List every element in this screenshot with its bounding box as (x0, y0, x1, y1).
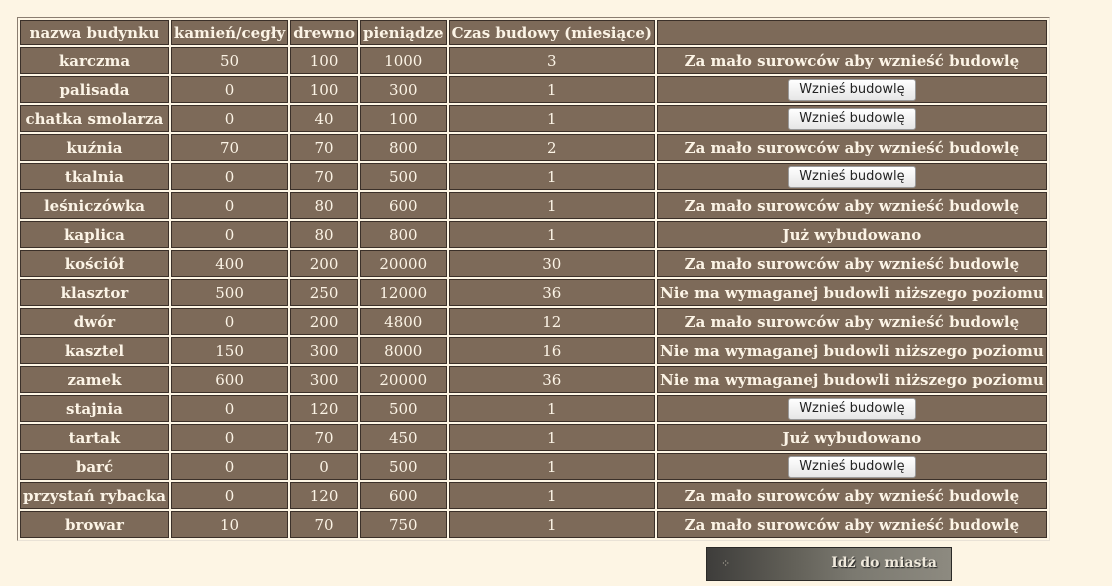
wood-cost-cell: 300 (290, 366, 358, 393)
stone-cost-cell: 70 (171, 134, 288, 161)
table-row (20, 76, 1047, 103)
building-name-cell: karczma (20, 47, 169, 74)
status-cell: Nie ma wymaganej budowli niższego poziomu (657, 366, 1047, 393)
build-time-cell: 1 (449, 424, 655, 451)
building-name-cell: przystań rybacka (20, 482, 169, 509)
money-cost-cell: 12000 (360, 279, 447, 306)
money-cost-cell: 1000 (360, 47, 447, 74)
table-row (20, 511, 1047, 538)
table-row (20, 192, 1047, 219)
status-cell: Za mało surowców aby wznieść budowlę (657, 482, 1047, 509)
table-row (20, 163, 1047, 190)
action-cell (657, 163, 1047, 190)
building-name-cell: zamek (20, 366, 169, 393)
wood-cost-cell: 70 (290, 424, 358, 451)
money-cost-cell: 100 (360, 105, 447, 132)
stone-cost-cell: 0 (171, 424, 288, 451)
action-cell (657, 76, 1047, 103)
stone-cost-cell: 0 (171, 395, 288, 422)
action-cell (657, 453, 1047, 480)
action-cell (657, 395, 1047, 422)
wood-cost-cell: 70 (290, 511, 358, 538)
status-cell: Za mało surowców aby wznieść budowlę (657, 47, 1047, 74)
status-cell: Nie ma wymaganej budowli niższego poziomu (657, 337, 1047, 364)
building-name-cell: kaplica (20, 221, 169, 248)
status-cell: Za mało surowców aby wznieść budowlę (657, 250, 1047, 277)
stone-cost-cell: 500 (171, 279, 288, 306)
header-wood: drewno (290, 20, 358, 45)
table-row (20, 221, 1047, 248)
table-row (20, 453, 1047, 480)
building-name-cell: leśniczówka (20, 192, 169, 219)
stone-cost-cell: 600 (171, 366, 288, 393)
wood-cost-cell: 200 (290, 250, 358, 277)
building-name-cell: klasztor (20, 279, 169, 306)
building-name-cell: dwór (20, 308, 169, 335)
build-time-cell: 1 (449, 453, 655, 480)
building-name-cell: kuźnia (20, 134, 169, 161)
money-cost-cell: 800 (360, 134, 447, 161)
stone-cost-cell: 0 (171, 221, 288, 248)
money-cost-cell: 20000 (360, 250, 447, 277)
stone-cost-cell: 0 (171, 192, 288, 219)
table-row (20, 308, 1047, 335)
buildings-table-frame (17, 17, 1050, 541)
money-cost-cell: 500 (360, 163, 447, 190)
building-name-cell: browar (20, 511, 169, 538)
table-header-row (20, 20, 1047, 45)
status-cell: Nie ma wymaganej budowli niższego poziomu (657, 279, 1047, 306)
status-cell: Już wybudowano (657, 221, 1047, 248)
build-time-cell: 1 (449, 395, 655, 422)
wood-cost-cell: 70 (290, 134, 358, 161)
table-row (20, 279, 1047, 306)
buildings-table (18, 18, 1049, 540)
header-action (657, 20, 1047, 45)
wood-cost-cell: 300 (290, 337, 358, 364)
stone-cost-cell: 0 (171, 163, 288, 190)
money-cost-cell: 8000 (360, 337, 447, 364)
building-name-cell: chatka smolarza (20, 105, 169, 132)
stone-cost-cell: 0 (171, 453, 288, 480)
header-build-time: Czas budowy (miesiące) (449, 20, 655, 45)
status-cell: Za mało surowców aby wznieść budowlę (657, 134, 1047, 161)
build-time-cell: 1 (449, 482, 655, 509)
money-cost-cell: 500 (360, 453, 447, 480)
stone-cost-cell: 0 (171, 105, 288, 132)
build-time-cell: 16 (449, 337, 655, 364)
money-cost-cell: 750 (360, 511, 447, 538)
build-time-cell: 36 (449, 279, 655, 306)
building-name-cell: tartak (20, 424, 169, 451)
build-time-cell: 1 (449, 105, 655, 132)
stone-cost-cell: 150 (171, 337, 288, 364)
build-button[interactable]: Wznieś budowlę (788, 166, 915, 188)
money-cost-cell: 600 (360, 482, 447, 509)
wood-cost-cell: 100 (290, 76, 358, 103)
wood-cost-cell: 0 (290, 453, 358, 480)
wood-cost-cell: 200 (290, 308, 358, 335)
wood-cost-cell: 250 (290, 279, 358, 306)
header-stone: kamień/cegły (171, 20, 288, 45)
money-cost-cell: 500 (360, 395, 447, 422)
status-cell: Już wybudowano (657, 424, 1047, 451)
stone-cost-cell: 0 (171, 308, 288, 335)
action-cell (657, 105, 1047, 132)
building-name-cell: barć (20, 453, 169, 480)
go-to-city-button[interactable] (706, 547, 952, 581)
table-row (20, 395, 1047, 422)
money-cost-cell: 20000 (360, 366, 447, 393)
building-name-cell: palisada (20, 76, 169, 103)
build-time-cell: 1 (449, 511, 655, 538)
wood-cost-cell: 70 (290, 163, 358, 190)
table-row (20, 482, 1047, 509)
build-time-cell: 3 (449, 47, 655, 74)
table-row (20, 424, 1047, 451)
table-row (20, 47, 1047, 74)
status-cell: Za mało surowców aby wznieść budowlę (657, 511, 1047, 538)
build-button[interactable]: Wznieś budowlę (788, 108, 915, 130)
wood-cost-cell: 40 (290, 105, 358, 132)
build-time-cell: 2 (449, 134, 655, 161)
table-row (20, 337, 1047, 364)
go-to-city-label: Idź do miasta (831, 555, 937, 571)
build-time-cell: 1 (449, 192, 655, 219)
build-time-cell: 1 (449, 163, 655, 190)
wood-cost-cell: 120 (290, 395, 358, 422)
table-row (20, 250, 1047, 277)
build-time-cell: 1 (449, 76, 655, 103)
stone-cost-cell: 0 (171, 482, 288, 509)
build-time-cell: 36 (449, 366, 655, 393)
stone-cost-cell: 0 (171, 76, 288, 103)
stone-cost-cell: 50 (171, 47, 288, 74)
build-time-cell: 30 (449, 250, 655, 277)
build-time-cell: 1 (449, 221, 655, 248)
money-cost-cell: 4800 (360, 308, 447, 335)
money-cost-cell: 600 (360, 192, 447, 219)
header-money: pieniądze (360, 20, 447, 45)
table-row (20, 134, 1047, 161)
building-name-cell: kasztel (20, 337, 169, 364)
table-row (20, 366, 1047, 393)
building-name-cell: kościół (20, 250, 169, 277)
header-building-name: nazwa budynku (20, 20, 169, 45)
money-cost-cell: 300 (360, 76, 447, 103)
build-button[interactable]: Wznieś budowlę (788, 79, 915, 101)
table-row (20, 105, 1047, 132)
decorative-dots-icon: ⁘ (721, 557, 731, 570)
build-button[interactable]: Wznieś budowlę (788, 456, 915, 478)
build-time-cell: 12 (449, 308, 655, 335)
status-cell: Za mało surowców aby wznieść budowlę (657, 308, 1047, 335)
money-cost-cell: 450 (360, 424, 447, 451)
status-cell: Za mało surowców aby wznieść budowlę (657, 192, 1047, 219)
table-body (20, 47, 1047, 538)
wood-cost-cell: 100 (290, 47, 358, 74)
money-cost-cell: 800 (360, 221, 447, 248)
wood-cost-cell: 80 (290, 221, 358, 248)
stone-cost-cell: 400 (171, 250, 288, 277)
building-name-cell: tkalnia (20, 163, 169, 190)
stone-cost-cell: 10 (171, 511, 288, 538)
building-name-cell: stajnia (20, 395, 169, 422)
build-button[interactable]: Wznieś budowlę (788, 398, 915, 420)
wood-cost-cell: 80 (290, 192, 358, 219)
wood-cost-cell: 120 (290, 482, 358, 509)
